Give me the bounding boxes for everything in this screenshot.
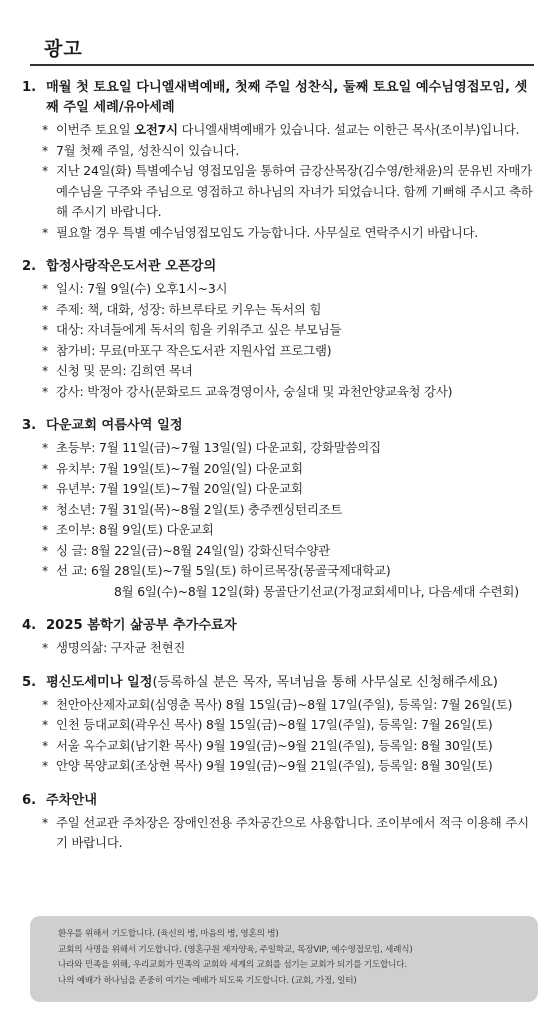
section-3: [22, 416, 538, 602]
list-item: [22, 223, 538, 244]
section-title-note: (등록하실 분은 목자, 목녀님을 통해 사무실로 신청해주세요): [152, 674, 498, 690]
section-number: 3.: [22, 418, 37, 433]
bullet-icon: *: [42, 142, 48, 158]
list-item: [22, 736, 538, 757]
section-6: [22, 791, 538, 854]
bullet-icon: *: [42, 281, 48, 296]
section-5: [22, 673, 538, 777]
item-text: 인천 등대교회(곽우신 목사) 8월 15일(금)~8월 17일(주일), 등록일: 7월 26일(토): [56, 717, 493, 732]
item-text: 참가비: 무료(마포구 작은도서관 지원사업 프로그램): [56, 342, 332, 358]
prayer-line: 환우를 위해서 기도합니다. (육신의 병, 마음의 병, 영혼의 병): [58, 929, 279, 939]
list-item: [22, 479, 538, 500]
section-number: 2.: [22, 259, 37, 274]
item-text: 천안아산제자교회(심영춘 목사) 8월 15일(금)~8월 17일(주일), 등록일: 7월 26일(토): [56, 696, 513, 712]
bullet-icon: *: [42, 460, 48, 476]
list-item: [22, 382, 538, 403]
section-title: [46, 791, 538, 811]
bullet-icon: *: [42, 737, 48, 753]
list-item: [22, 161, 538, 223]
section-title-text: 합정사랑작은도서관 오픈강의: [46, 259, 217, 274]
list-item: [22, 341, 538, 362]
list-item: [22, 500, 538, 521]
list-item: [22, 582, 538, 603]
list-item: [22, 520, 538, 541]
bullet-icon: *: [42, 122, 48, 137]
item-text: 이번주 토요일: [56, 122, 135, 137]
section-title-text: 다운교회 여름사역 일정: [46, 418, 183, 433]
page-title: 광고: [44, 38, 83, 60]
item-text: 싱 글: 8월 22일(금)~8월 24일(일) 강화신덕수양관: [56, 542, 331, 558]
section-title: [46, 416, 538, 436]
item-text: 서울 옥수교회(남기환 목사) 9월 19일(금)~9월 21일(주일), 등록일: 8월 30일(토): [56, 737, 493, 753]
item-text: 일시: 7월 9일(수) 오후1시~3시: [56, 281, 228, 296]
title-divider: [30, 64, 534, 66]
section-number: 5.: [22, 674, 37, 690]
section-heading: [22, 257, 538, 277]
section-title: [46, 78, 538, 118]
prayer-line: 교회의 사명을 위해서 기도합니다. (영혼구원 제자양육, 주일학교, 목장VIP, 예수영접모임, 세례식): [58, 944, 413, 955]
item-text: 유년부: 7월 19일(토)~7월 20일(일) 다운교회: [56, 481, 303, 496]
list-item: [22, 300, 538, 321]
section-title-text: 평신도세미나 일정: [46, 674, 153, 690]
section-4: [22, 616, 538, 659]
list-item: [22, 459, 538, 480]
section-number: 1.: [22, 80, 37, 95]
item-text: 선 교: 6월 28일(토)~7월 5일(토) 하이르목장(몽골국제대학교): [56, 563, 391, 578]
bullet-icon: *: [42, 696, 48, 712]
list-item: [22, 541, 538, 562]
bullet-icon: *: [42, 163, 48, 178]
item-text: 조이부: 8월 9일(토) 다운교회: [56, 522, 214, 537]
item-text: 청소년: 7월 31일(목)~8월 2일(토) 충주켄싱턴리조트: [56, 501, 343, 517]
prayer-lines: [58, 927, 528, 989]
item-text: 주제: 책, 대화, 성장: 하브루타로 키우는 독서의 힘: [56, 301, 322, 317]
list-item: [22, 715, 538, 736]
section-heading: [22, 791, 538, 811]
item-text: 유치부: 7월 19일(토)~7월 20일(일) 다운교회: [56, 460, 303, 476]
list-item: [22, 361, 538, 382]
section-title-text: 매월 첫 토요일 다니엘새벽예배, 첫째 주일 성찬식, 둘째 토요일 예수님영접모임, 셋째 주일 세례/유아세례: [46, 80, 528, 115]
item-text: 안양 목양교회(조상현 목사) 9월 19일(금)~9월 21일(주일), 등록일: 8월 30일(토): [56, 758, 493, 773]
bullet-icon: *: [42, 814, 48, 830]
bullet-icon: *: [42, 522, 48, 537]
list-item: [22, 638, 538, 659]
item-text: 주일 선교관 주차장은 장애인전용 주차공간으로 사용합니다. 조이부에서 적극 이용해 주시기 바랍니다.: [56, 814, 529, 850]
section-heading: [22, 416, 538, 436]
list-item: [22, 756, 538, 777]
list-item: [22, 813, 538, 854]
bullet-icon: *: [42, 640, 48, 655]
list-item: [22, 695, 538, 716]
bullet-icon: *: [42, 542, 48, 558]
section-heading: [22, 78, 538, 118]
bullet-icon: *: [42, 363, 48, 378]
bullet-icon: *: [42, 758, 48, 773]
section-title-text: 2025 봄학기 삶공부 추가수료자: [46, 618, 237, 633]
list-item: [22, 561, 538, 582]
prayer-line: 나라와 민족을 위해, 우리교회가 민족의 교회와 세계의 교회를 섬기는 교회가 되기를 기도합니다.: [58, 960, 407, 971]
section-heading: [22, 616, 538, 636]
section-title: [46, 257, 538, 277]
bullet-icon: *: [42, 342, 48, 358]
bullet-icon: *: [42, 301, 48, 317]
bullet-icon: *: [42, 224, 48, 240]
section-2: [22, 257, 538, 402]
item-text: 강사: 박정아 강사(문화로드 교육경영이사, 숭실대 및 과천안양교육청 강사): [56, 383, 453, 399]
bullet-icon: *: [42, 383, 48, 399]
prayer-line: 나의 예배가 하나님을 존중히 여기는 예배가 되도록 기도합니다. (교회, 가정, 일터): [58, 975, 357, 986]
section-title: [46, 673, 538, 693]
bullet-icon: *: [42, 501, 48, 517]
list-item: [22, 320, 538, 341]
prayer-box: [30, 916, 538, 1002]
item-text: 대상: 자녀들에게 독서의 힘을 키워주고 싶은 부모님들: [56, 322, 342, 337]
list-item: [22, 438, 538, 459]
item-text: 7월 첫째 주일, 성찬식이 있습니다.: [56, 142, 240, 158]
item-text: 8월 6일(수)~8월 12일(화) 몽골단기선교(가정교회세미나, 다음세대 수련회): [114, 583, 519, 599]
bullet-icon: *: [42, 440, 48, 455]
list-item: [22, 279, 538, 300]
item-text: 다니엘새벽예배가 있습니다. 설교는 이한근 목사(조이부)입니다.: [177, 122, 520, 137]
item-text: 초등부: 7월 11일(금)~7월 13일(일) 다운교회, 강화말씀의집: [56, 440, 381, 455]
bullet-icon: *: [42, 481, 48, 496]
section-number: 6.: [22, 792, 37, 808]
item-text: 필요할 경우 특별 예수님영접모임도 가능합니다. 사무실로 연락주시기 바랍니다.: [56, 224, 479, 240]
section-heading: [22, 673, 538, 693]
item-emphasis: 오전7시: [134, 122, 178, 137]
list-item: [22, 120, 538, 141]
bullet-icon: *: [42, 563, 48, 578]
list-item: [22, 141, 538, 162]
section-number: 4.: [22, 618, 37, 633]
section-title-text: 주차안내: [46, 792, 97, 808]
section-title: [46, 616, 538, 636]
bullet-icon: *: [42, 322, 48, 337]
item-text: 지난 24일(화) 특별예수님 영접모임을 통하여 금강산목장(김수영/한채윤)의 문유빈 자매가 예수님을 구주와 주님으로 영접하고 하나님의 자녀가 되었습니다. 함께 기뻐해 주시고 축하해 주시기 바랍니다.: [56, 163, 533, 219]
section-1: [22, 78, 538, 243]
bullet-icon: *: [42, 717, 48, 732]
item-text: 생명의삶: 구자균 천현진: [56, 640, 186, 655]
item-text: 신청 및 문의: 김희연 목녀: [56, 363, 193, 378]
announcements-list: [22, 78, 538, 868]
